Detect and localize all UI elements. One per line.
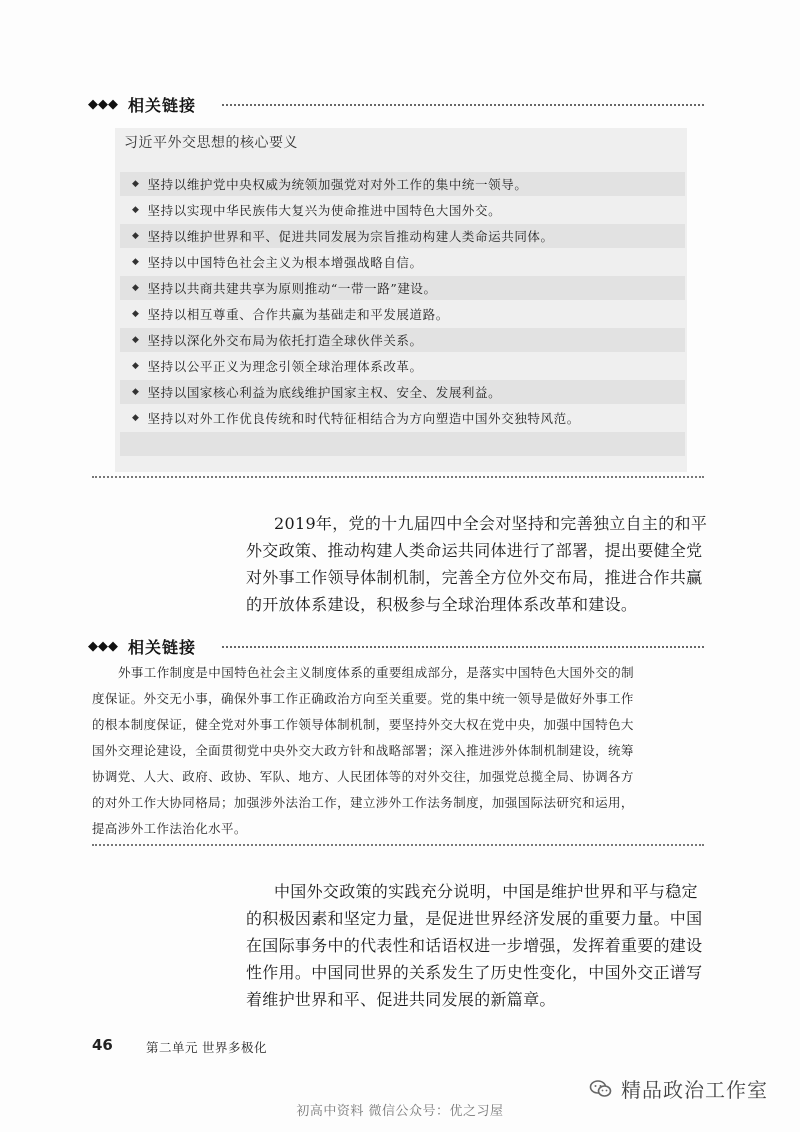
diamond-icons: ◆◆◆ bbox=[88, 96, 118, 112]
list-item: ◆ 坚持以相互尊重、合作共赢为基础走和平发展道路。 bbox=[132, 307, 449, 322]
dotted-separator bbox=[92, 476, 704, 478]
bullet-icon: ◆ bbox=[132, 309, 140, 319]
wechat-watermark bbox=[589, 1074, 768, 1103]
stripe bbox=[120, 432, 685, 456]
wechat-icon bbox=[589, 1077, 613, 1101]
topic-label: 世界多极化 bbox=[202, 1040, 268, 1055]
section-heading: 相关链接 bbox=[128, 637, 197, 657]
bullet-icon: ◆ bbox=[132, 205, 140, 215]
bullet-icon: ◆ bbox=[132, 335, 140, 345]
bullet-icon: ◆ bbox=[132, 257, 140, 267]
dotted-rule bbox=[222, 646, 704, 648]
bottom-caption: 初高中资料 微信公众号：优之习屋 bbox=[296, 1104, 504, 1119]
bullet-icon: ◆ bbox=[132, 413, 140, 423]
related-links-note: 外事工作制度是中国特色社会主义制度体系的重要组成部分，是落实中国特色大国外交的制 度保证。外交无小事，确保外事工作正确政治方向至关重要。党的集中统一领导是做好外事工作 的根本制度保证，健全党对外事工作领导体制机制，要坚持外交大权在党中央，加强中国特色大 国外交理论建设，全面贯彻党中央外交大政方针和战略部署；深入推进涉外体制机制建设，统筹 协调党、人大、政府、政协、军队、地方、人民团体等的对外交往，加强党总揽全局、协调各方 的对外工作大协同格局；加强涉外法治工作，建立涉外工作法务制度，加强国际法研究和运用， 提高涉外工作法治化水平。 bbox=[92, 665, 635, 836]
bullet-icon: ◆ bbox=[132, 283, 140, 293]
list-item: ◆ 坚持以中国特色社会主义为根本增强战略自信。 bbox=[132, 255, 423, 270]
body-paragraph-2: 中国外交政策的实践充分说明，中国是维护世界和平与稳定 的积极因素和坚定力量，是促进世界经济发展的重要力量。中国 在国际事务中的代表性和话语权进一步增强，发挥着重要的建设 性作用。中国同世界的关系发生了历史性变化，中国外交正谱写 着维护世界和平、促进共同发展的新篇章。 bbox=[246, 882, 703, 1009]
list-item: ◆ 坚持以国家核心利益为底线维护国家主权、安全、发展利益。 bbox=[132, 385, 502, 400]
bullet-icon: ◆ bbox=[132, 179, 140, 189]
list-item: ◆ 坚持以深化外交布局为依托打造全球伙伴关系。 bbox=[132, 333, 423, 348]
list-item: ◆ 坚持以共商共建共享为原则推动“一带一路”建设。 bbox=[132, 281, 437, 296]
watermark-text: 精品政治工作室 bbox=[621, 1078, 768, 1102]
bullet-icon: ◆ bbox=[132, 387, 140, 397]
dotted-separator bbox=[92, 844, 704, 846]
related-links-heading-1 bbox=[88, 92, 196, 116]
list-item: ◆ 坚持以公平正义为理念引领全球治理体系改革。 bbox=[132, 359, 423, 374]
unit-label: 第二单元 bbox=[146, 1040, 199, 1055]
diamond-icons: ◆◆◆ bbox=[88, 638, 118, 654]
bullet-icon: ◆ bbox=[132, 231, 140, 241]
list-item: ◆ 坚持以对外工作优良传统和时代特征相结合为方向塑造中国外交独特风范。 bbox=[132, 411, 580, 426]
list-item: ◆ 坚持以维护世界和平、促进共同发展为宗旨推动构建人类命运共同体。 bbox=[132, 229, 554, 244]
body-paragraph-1: 2019年，党的十九届四中全会对坚持和完善独立自主的和平 外交政策、推动构建人类命运共同体进行了部署，提出要健全党 对外事工作领导体制机制，完善全方位外交布局，推进合作共赢 的开放体系建设，积极参与全球治理体系改革和建设。 bbox=[246, 514, 708, 614]
list-item: ◆ 坚持以实现中华民族伟大复兴为使命推进中国特色大国外交。 bbox=[132, 203, 502, 218]
list-item: ◆ 坚持以维护党中央权威为统领加强党对对外工作的集中统一领导。 bbox=[132, 177, 528, 192]
box-title: 习近平外交思想的核心要义 bbox=[124, 135, 298, 151]
dotted-rule bbox=[222, 104, 704, 106]
bullet-icon: ◆ bbox=[132, 361, 140, 371]
section-heading: 相关链接 bbox=[128, 95, 197, 115]
page-number: 46 bbox=[92, 1036, 113, 1054]
related-links-heading-2 bbox=[88, 634, 196, 658]
